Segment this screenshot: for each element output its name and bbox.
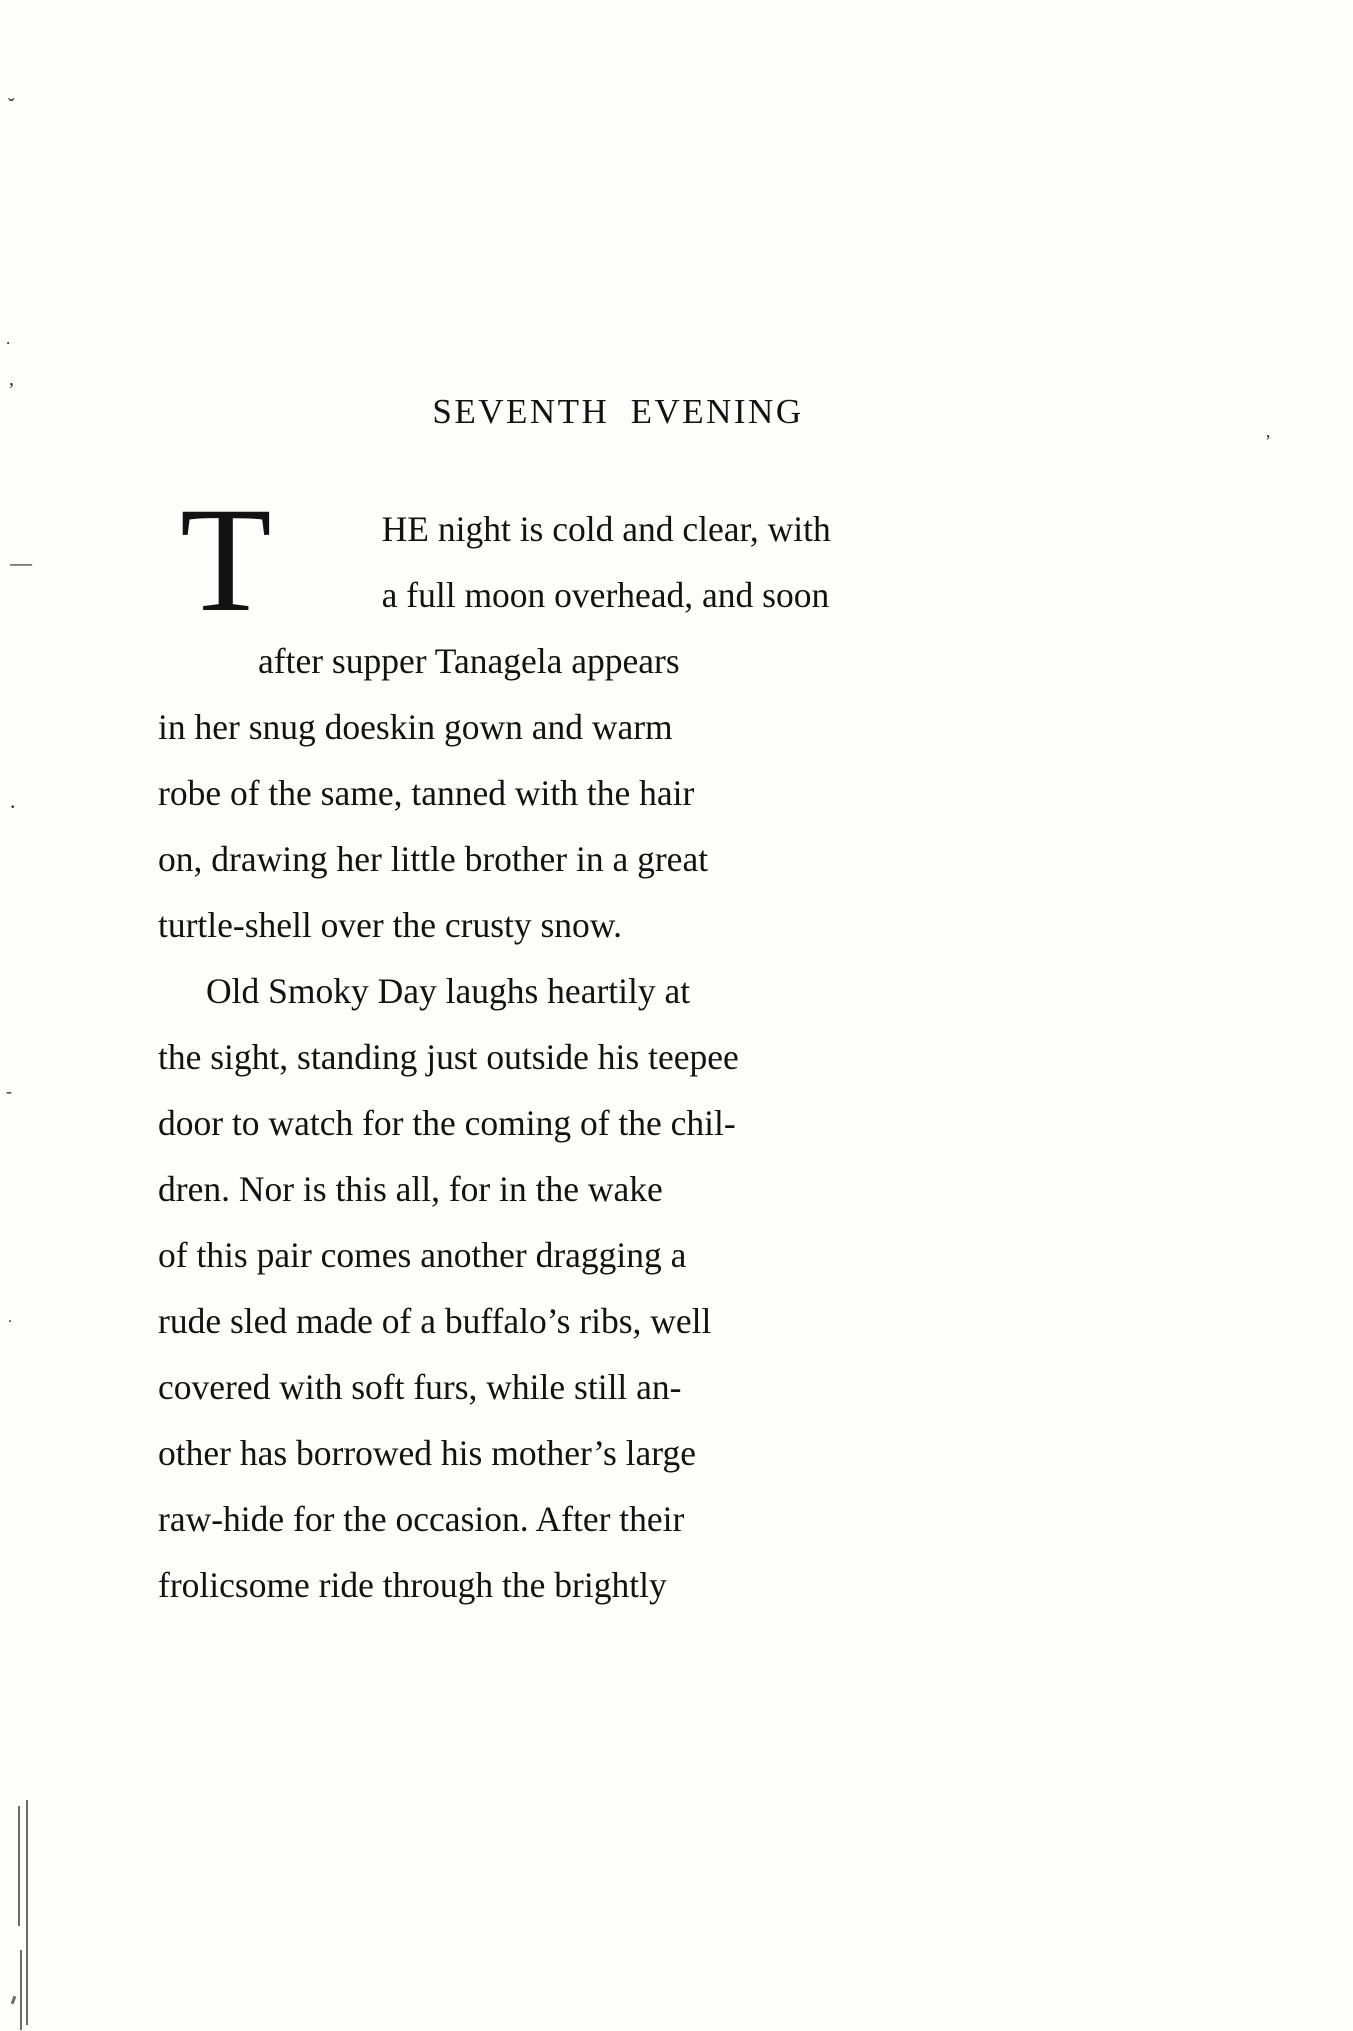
- text-line: rude sled made of a buffalo’s ribs, well: [158, 1301, 712, 1341]
- text-line: frolicsome ride through the brightly: [158, 1565, 667, 1605]
- text-line: dren. Nor is this all, for in the wake: [158, 1169, 663, 1209]
- text-line: Old Smoky Day laughs heartily at: [206, 971, 691, 1011]
- text-line: after supper Tanagela appears: [258, 641, 680, 681]
- margin-speck-4: —: [10, 550, 32, 575]
- text-line: a full moon overhead, and soon: [381, 575, 830, 615]
- page-content: [158, 392, 1068, 1618]
- drop-cap-letter: T: [180, 477, 272, 643]
- margin-speck-5: .: [10, 788, 16, 813]
- text-line: of this pair comes another dragging a: [158, 1235, 687, 1275]
- margin-speck-8: ’: [1265, 431, 1271, 451]
- text-line: covered with soft furs, while still an-: [158, 1367, 682, 1407]
- margin-speck-1: ˇ: [8, 95, 15, 117]
- text-line: robe of the same, tanned with the hair: [158, 773, 695, 813]
- paragraph-2: [158, 958, 1068, 1618]
- text-line: on, drawing her little brother in a great: [158, 839, 709, 879]
- page-edge-artifact: [0, 1800, 46, 2031]
- text-line: in her snug doeskin gown and warm: [158, 707, 673, 747]
- margin-speck-2: .: [6, 329, 11, 348]
- margin-speck-7: .: [8, 1309, 12, 1326]
- page-title: SEVENTH EVENING: [432, 392, 804, 431]
- margin-speck-3: ’: [8, 379, 15, 401]
- text-line: raw-hide for the occasion. After their: [158, 1499, 685, 1539]
- margin-speck-6: -: [6, 1081, 12, 1101]
- text-line: HE night is cold and clear, with: [381, 509, 831, 549]
- text-line: other has borrowed his mother’s large: [158, 1433, 696, 1473]
- paragraph-1: [158, 477, 1068, 958]
- text-line: the sight, standing just outside his teepee: [158, 1037, 739, 1077]
- text-line: door to watch for the coming of the chil-: [158, 1103, 736, 1143]
- text-line: turtle-shell over the crusty snow.: [158, 905, 623, 945]
